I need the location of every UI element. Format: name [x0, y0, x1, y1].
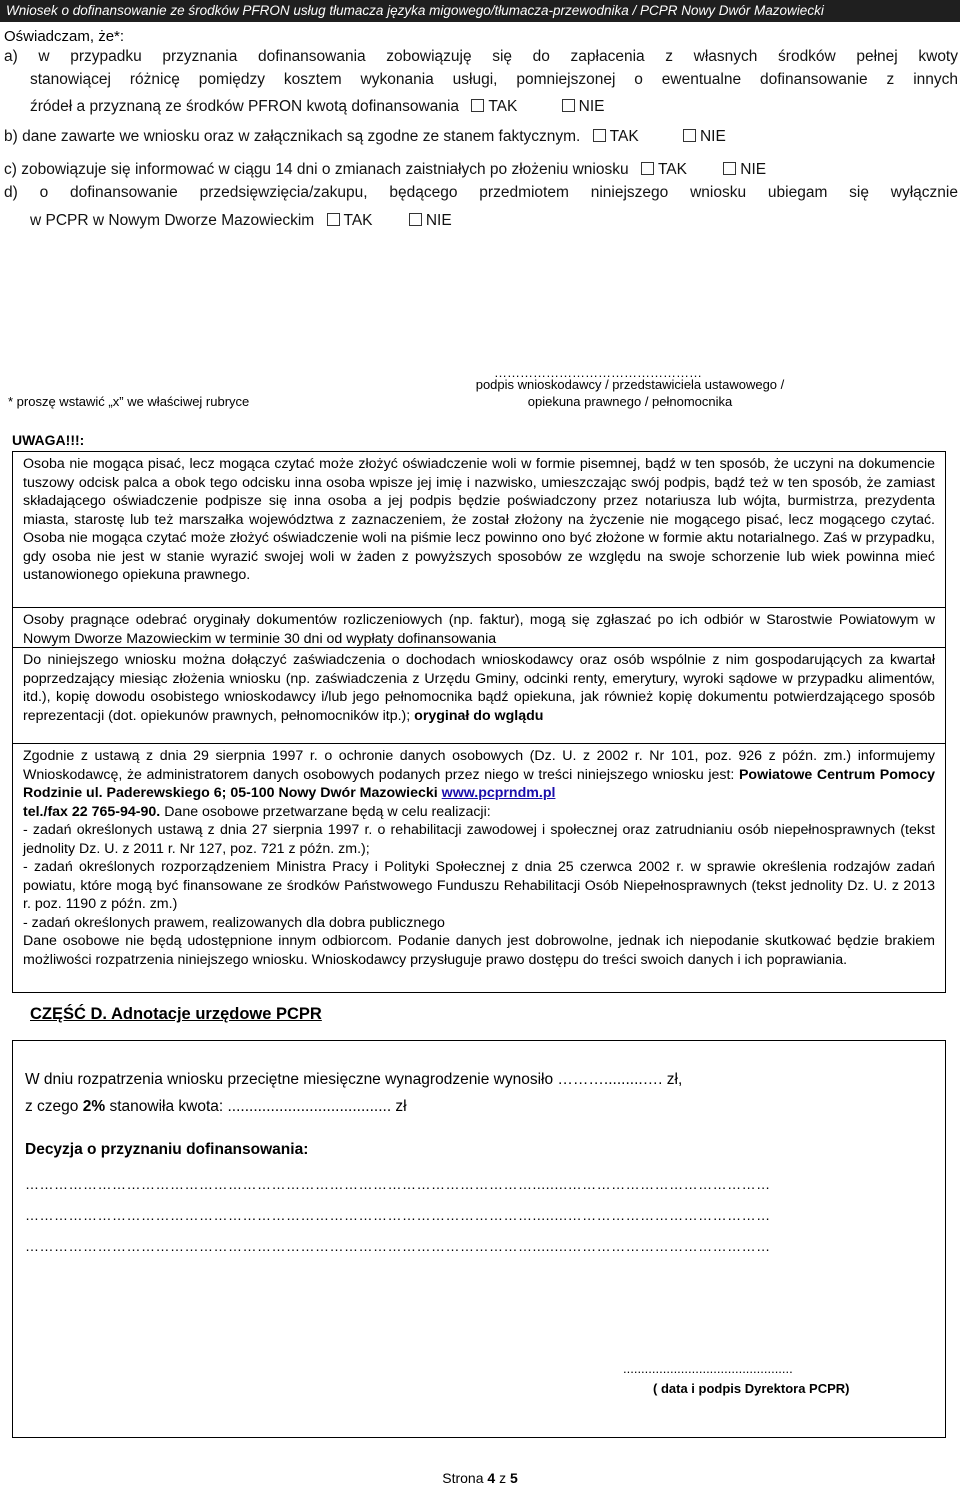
gdpr-purpose-3: - zadań określonych prawem, realizowanych dla dobra publicznego — [23, 914, 445, 931]
declaration-block — [4, 46, 958, 246]
declaration-a-line1: a) w przypadku przyznania dofinansowania zobowiązuję się do zapłacenia z własnych środków pełnej kwoty — [4, 48, 958, 65]
declaration-d-line2 — [30, 212, 452, 230]
declaration-a-text: źródeł a przyznaną ze środków PFRON kwotą dofinansowania — [30, 98, 460, 115]
part-d-title: CZĘŚĆ D. Adnotacje urzędowe PCPR — [30, 1005, 322, 1023]
salary-line: W dniu rozpatrzenia wniosku przeciętne miesięczne wynagrodzenie wynosiło ……….........…. zł, — [25, 1071, 683, 1088]
checkbox-a-no[interactable] — [562, 99, 575, 112]
page-footer — [0, 1470, 960, 1486]
amount-suffix: stanowiła kwota: ...................................... zł — [109, 1098, 407, 1115]
gdpr-org: Powiatowe Centrum Pomocy Rodzinie ul. Paderewskiego 6; 05-100 Nowy Dwór Mazowiecki — [23, 766, 935, 801]
declaration-c-line — [4, 161, 766, 179]
checkbox-d-no[interactable] — [409, 213, 422, 226]
label-a-yes: TAK — [488, 98, 518, 115]
amount-percent: 2% — [82, 1098, 106, 1115]
label-d-yes: TAK — [343, 212, 373, 229]
footer-prefix: Strona — [442, 1470, 484, 1486]
checkbox-b-yes[interactable] — [593, 129, 606, 142]
declaration-a-line3 — [30, 98, 605, 116]
footer-page: 4 — [487, 1470, 496, 1486]
section-3-text: Do niniejszego wniosku można dołączyć zaświadczenia o dochodach wnioskodawcy oraz osób wspólnie z nim gospodarujących za kwartał poprzedzający miesiąc złożenia wniosku (np. zaświadczenia z Urzędu Gminy, odcinki renty, emerytury, wyroki sądowe w przypadku alimentów, itd.), kopię dowodu osobistego wnioskodawcy i/lub jego pełnomocnika bądź opiekuna, jak również kopię dokumentu potwierdzającego sposób reprezentacji (dot. opiekunów prawnych, pełnomocników itp.); — [23, 652, 935, 724]
declaration-b-text: b) dane zawarte we wniosku oraz w załącznikach są zgodne ze stanem faktycznym. — [4, 128, 581, 145]
checkbox-a-yes[interactable] — [471, 99, 484, 112]
decision-dots-1: ……………………………………………………………………………………………........…………………………………… — [25, 1176, 771, 1192]
footer-total: 5 — [509, 1470, 518, 1486]
declaration-d-line1: d) o dofinansowanie przedsięwzięcia/zakupu, będącego przedmiotem niniejszego wniosku ubiegam się wyłącznie — [4, 184, 958, 201]
label-c-no: NIE — [740, 161, 767, 178]
gdpr-purpose-1: - zadań określonych ustawą z dnia 27 sierpnia 1997 r. o rehabilitacji zawodowej i społecznej oraz zatrudnianiu osób niepełnosprawnych (tekst jednolity Dz. U. z 2011 r. Nr 127, poz. 721 z późn. zm.); — [23, 822, 935, 857]
gdpr-purpose: Dane osobowe przetwarzane będą w celu realizacji: — [164, 803, 491, 820]
checkbox-c-yes[interactable] — [641, 162, 654, 175]
section-3-bold: oryginał do wglądu — [414, 707, 544, 724]
checkbox-d-yes[interactable] — [327, 213, 340, 226]
warning-section-2: Osoby pragnące odebrać oryginały dokumentów rozliczeniowych (np. faktur), mogą się zgłaszać po ich odbiór w Starostwie Powiatowym w Nowym Dworze Mazowieckim w terminie 30 dni od wypłaty dofinansowania — [13, 608, 945, 648]
website-link[interactable]: www.pcprndm.pl — [441, 785, 556, 801]
signature-dots: ………………………………………… — [494, 365, 702, 380]
declaration-a-line2: stanowiącej różnicę pomiędzy kosztem wykonania usługi, pomniejszonej o ewentualne dofinansowanie z innych — [30, 71, 958, 88]
amount-line — [25, 1098, 407, 1116]
label-b-no: NIE — [699, 128, 726, 145]
signature-label-line2: opiekuna prawnego / pełnomocnika — [527, 394, 733, 409]
warning-section-1: Osoba nie mogąca pisać, lecz mogąca czytać może złożyć oświadczenie woli w formie pisemnej, bądź w ten sposób, że uczyni na dokumencie tuszowy odcisk palca a obok tego odcisku inna osoba wpisze jej imię i nazwisko, umieszczając swój podpis, bądź też w ten sposób, że zamiast składającego oświadczenie podpisze się inna osoba a jej podpis będzie poświadczony przez notariusza lub wójta, burmistrza, prezydenta miasta, starostę lub też marszałka województwa z zaznaczeniem, że został złożony na życzenie nie mogącego pisać, lecz mogącego czytać. Osoba nie mogąca czytać może złożyć oświadczenie woli na piśmie lecz powinno ono być złożone w formie aktu notarialnego. Zaś w przypadku, gdy osoba nie jest w stanie wyrazić swojej woli w żaden z powyższych sposobów ze względu na swoje schorzenie lub wiek powinna mieć ustanowionego opiekuna prawnego. — [13, 452, 945, 608]
declaration-b-line — [4, 128, 726, 146]
warning-label: UWAGA!!!: — [12, 432, 85, 448]
warning-panel — [12, 451, 946, 993]
declaration-d-text: w PCPR w Nowym Dworze Mazowieckim — [30, 212, 315, 229]
checkbox-b-no[interactable] — [683, 129, 696, 142]
gdpr-closing: Dane osobowe nie będą udostępnione innym odbiorcom. Podanie danych jest dobrowolne, jednak ich niepodanie skutkować będzie brakiem możliwości rozpatrzenia niniejszego wniosku. Wnioskodawcy przysługuje prawo dostępu do treści swoich danych i ich poprawiania. — [23, 933, 935, 968]
warning-section-3 — [13, 648, 945, 744]
declaration-title: Oświadczam, że*: — [4, 28, 125, 45]
decision-label: Decyzja o przyznaniu dofinansowania: — [25, 1141, 309, 1158]
gdpr-intro: Zgodnie z ustawą z dnia 29 sierpnia 1997 r. o ochronie danych osobowych (Dz. U. z 2002 r. Nr 101, poz. 926 z późn. zm.) informujemy Wnioskodawcę, że administratorem danych osobowych podanych przez niego w treści niniejszego wniosku jest: — [23, 748, 935, 783]
decision-dots-2: ……………………………………………………………………………………………........…………………………………… — [25, 1207, 771, 1223]
decision-dots-3: ……………………………………………………………………………………………........…………………………………… — [25, 1238, 771, 1254]
checkbox-c-no[interactable] — [723, 162, 736, 175]
label-b-yes: TAK — [609, 128, 639, 145]
gdpr-phone: tel./fax 22 765-94-90. — [23, 803, 161, 820]
label-a-no: NIE — [578, 98, 605, 115]
signature-label-line1: podpis wnioskodawcy / przedstawiciela ustawowego / — [475, 377, 785, 392]
label-c-yes: TAK — [657, 161, 687, 178]
footnote: * proszę wstawić „x” we właściwej rubryce — [8, 394, 250, 409]
footer-of: z — [499, 1470, 507, 1486]
amount-prefix: z czego — [25, 1098, 79, 1115]
official-notes-panel — [12, 1040, 946, 1438]
declaration-c-text: c) zobowiązuje się informować w ciągu 14 dni o zmianach zaistniałych po złożeniu wniosku — [4, 161, 629, 178]
director-signature-dots: ............................................... — [623, 1361, 793, 1376]
director-signature-label: ( data i podpis Dyrektora PCPR) — [653, 1381, 850, 1396]
label-d-no: NIE — [425, 212, 452, 229]
warning-section-4 — [13, 744, 945, 992]
gdpr-purpose-2: - zadań określonych rozporządzeniem Ministra Pracy i Polityki Społecznej z dnia 25 czerwca 2002 r. w sprawie określenia rodzajów zadań powiatu, które mogą być finansowane ze środków Państwowego Funduszu Rehabilitacji Osób Niepełnosprawnych (tekst jednolity Dz. U. z 2013 r. poz. 1190 z późn. zm.) — [23, 859, 935, 912]
document-header: Wniosek o dofinansowanie ze środków PFRON usług tłumacza języka migowego/tłumacza-przewodnika / PCPR Nowy Dwór Mazowiecki — [0, 0, 960, 22]
